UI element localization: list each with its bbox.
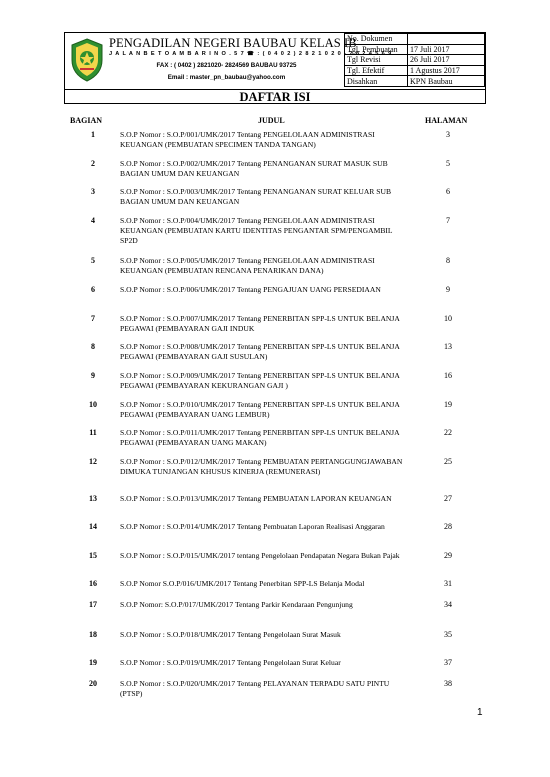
court-name: PENGADILAN NEGERI BAUBAU KELAS IB bbox=[109, 36, 357, 50]
meta-row bbox=[345, 34, 485, 45]
toc-row-title: S.O.P Nomor : S.O.P/008/UMK/2017 Tentang PENERBITAN SPP-LS UNTUK BELANJA PEGAWAI (PEMBAYARAN GAJI SUSULAN) bbox=[120, 342, 400, 361]
court-emblem-icon bbox=[70, 38, 104, 82]
toc-row-page: 22 bbox=[444, 428, 452, 437]
toc-row-title: S.O.P Nomor : S.O.P/006/UMK/2017 Tentang PENGAJUAN UANG PERSEDIAAN bbox=[120, 285, 381, 294]
court-email: Email : master_pn_baubau@yahoo.com bbox=[167, 74, 286, 81]
toc-row-title: S.O.P Nomor : S.O.P/007/UMK/2017 Tentang PENERBITAN SPP-LS UNTUK BELANJA PEGAWAI (PEMBAYARAN GAJI INDUK bbox=[120, 314, 400, 333]
toc-row-number: 3 bbox=[91, 187, 95, 196]
meta-value: KPN Baubau bbox=[408, 76, 485, 87]
toc-row-title: S.O.P Nomor: S.O.P/017/UMK/2017 Tentang Parkir Kendaraan Pengunjung bbox=[120, 600, 353, 609]
toc-row-page: 31 bbox=[444, 579, 452, 588]
meta-key: Tgl Revisi bbox=[345, 55, 408, 66]
toc-row-page: 6 bbox=[446, 187, 450, 196]
toc-row-number: 9 bbox=[91, 371, 95, 380]
toc-row-page: 9 bbox=[446, 285, 450, 294]
column-header-bagian: BAGIAN bbox=[70, 116, 103, 125]
toc-row-title: S.O.P Nomor : S.O.P/012/UMK/2017 Tentang PEMBUATAN PERTANGGUNGJAWABAN DIMUKA TUNJANGAN KHUSUS KINERJA (REMUNERASI) bbox=[120, 457, 403, 476]
toc-row-page: 38 bbox=[444, 679, 452, 688]
toc-row-page: 34 bbox=[444, 600, 452, 609]
toc-row-page: 19 bbox=[444, 400, 452, 409]
toc-row-page: 16 bbox=[444, 371, 452, 380]
toc-row-page: 5 bbox=[446, 159, 450, 168]
toc-row-number: 16 bbox=[89, 579, 97, 588]
toc-row-title: S.O.P Nomor : S.O.P/019/UMK/2017 Tentang Pengelolaan Surat Keluar bbox=[120, 658, 341, 667]
column-header-halaman: HALAMAN bbox=[425, 116, 468, 125]
toc-row-number: 17 bbox=[89, 600, 97, 609]
toc-row-number: 12 bbox=[89, 457, 97, 466]
toc-row-title: S.O.P Nomor : S.O.P/020/UMK/2017 Tentang PELAYANAN TERPADU SATU PINTU (PTSP) bbox=[120, 679, 390, 698]
toc-row-page: 7 bbox=[446, 216, 450, 225]
toc-row-page: 3 bbox=[446, 130, 450, 139]
toc-row-number: 4 bbox=[91, 216, 95, 225]
meta-row bbox=[345, 44, 485, 55]
toc-row-title: S.O.P Nomor : S.O.P/015/UMK/2017 tentang Pengelolaan Pendapatan Negara Bukan Pajak bbox=[120, 551, 400, 560]
toc-row-page: 29 bbox=[444, 551, 452, 560]
toc-row-title: S.O.P Nomor : S.O.P/013/UMK/2017 Tentang PEMBUATAN LAPORAN KEUANGAN bbox=[120, 494, 392, 503]
meta-key: Tgl. Efektif bbox=[345, 65, 408, 76]
meta-value: 26 Juli 2017 bbox=[408, 55, 485, 66]
toc-row-number: 15 bbox=[89, 551, 97, 560]
meta-row bbox=[345, 55, 485, 66]
toc-row-title: S.O.P Nomor : S.O.P/002/UMK/2017 Tentang PENANGANAN SURAT MASUK SUB BAGIAN UMUM DAN KEUANGAN bbox=[120, 159, 388, 178]
toc-row-page: 13 bbox=[444, 342, 452, 351]
toc-row-title: S.O.P Nomor : S.O.P/018/UMK/2017 Tentang Pengelolaan Surat Masuk bbox=[120, 630, 341, 639]
toc-row-page: 25 bbox=[444, 457, 452, 466]
toc-row-number: 18 bbox=[89, 630, 97, 639]
column-header-judul: JUDUL bbox=[258, 116, 285, 125]
court-address: J A L A N B E T O A M B A R I N O . 5 7 ☎ : ( 0 4 0 2 ) 2 8 2 1 0 2 0 - 2 8 2 4 5 6 9 bbox=[109, 51, 393, 57]
toc-row-page: 35 bbox=[444, 630, 452, 639]
toc-row-number: 11 bbox=[89, 428, 97, 437]
meta-row bbox=[345, 76, 485, 87]
toc-row-number: 7 bbox=[91, 314, 95, 323]
toc-row-title: S.O.P Nomor : S.O.P/001/UMK/2017 Tentang PENGELOLAAN ADMINISTRASI KEUANGAN (PEMBUATAN SPECIMEN TANDA TANGAN) bbox=[120, 130, 375, 149]
toc-row-title: S.O.P Nomor : S.O.P/005/UMK/2017 Tentang PENGELOLAAN ADMINISTRASI KEUANGAN (PEMBUATAN RENCANA PENARIKAN DANA) bbox=[120, 256, 375, 275]
toc-row-number: 14 bbox=[89, 522, 97, 531]
toc-row-page: 8 bbox=[446, 256, 450, 265]
toc-row-title: S.O.P Nomor : S.O.P/014/UMK/2017 Tentang Pembuatan Laporan Realisasi Anggaran bbox=[120, 522, 385, 531]
meta-key: No. Dokumen bbox=[345, 34, 408, 45]
toc-row-title: S.O.P Nomor : S.O.P/004/UMK/2017 Tentang PENGELOLAAN ADMINISTRASI KEUANGAN (PEMBUATAN KARTU IDENTITAS PENGANTAR SPM/PENGAMBIL SP2D bbox=[120, 216, 393, 245]
toc-row-page: 27 bbox=[444, 494, 452, 503]
toc-row-page: 28 bbox=[444, 522, 452, 531]
toc-row-page: 10 bbox=[444, 314, 452, 323]
meta-value: 17 Juli 2017 bbox=[408, 44, 485, 55]
toc-row-title: S.O.P Nomor : S.O.P/003/UMK/2017 Tentang PENANGANAN SURAT KELUAR SUB BAGIAN UMUM DAN KEUANGAN bbox=[120, 187, 392, 206]
document-title: DAFTAR ISI bbox=[65, 89, 485, 103]
toc-row-number: 5 bbox=[91, 256, 95, 265]
court-fax: FAX : ( 0402 ) 2821020- 2824569 BAUBAU 93725 bbox=[156, 62, 297, 69]
meta-key: Tgl. Pembuatan bbox=[345, 44, 408, 55]
meta-key: Disahkan bbox=[345, 76, 408, 87]
meta-row bbox=[345, 65, 485, 76]
toc-row-number: 1 bbox=[91, 130, 95, 139]
page-number: 1 bbox=[477, 707, 483, 718]
toc-row-title: S.O.P Nomor : S.O.P/009/UMK/2017 Tentang PENERBITAN SPP-LS UNTUK BELANJA PEGAWAI (PEMBAYARAN KEKURANGAN GAJI ) bbox=[120, 371, 400, 390]
toc-row-title: S.O.P Nomor S.O.P/016/UMK/2017 Tentang Penerbitan SPP-LS Belanja Modal bbox=[120, 579, 365, 588]
toc-row-number: 19 bbox=[89, 658, 97, 667]
document-header bbox=[64, 32, 486, 104]
document-meta-table bbox=[344, 33, 485, 87]
toc-row-page: 37 bbox=[444, 658, 452, 667]
meta-value bbox=[408, 34, 485, 45]
toc-row-number: 6 bbox=[91, 285, 95, 294]
toc-row-number: 20 bbox=[89, 679, 97, 688]
toc-row-title: S.O.P Nomor : S.O.P/011/UMK/2017 Tentang PENERBITAN SPP-LS UNTUK BELANJA PEGAWAI (PEMBAYARAN UANG MAKAN) bbox=[120, 428, 400, 447]
toc-row-number: 8 bbox=[91, 342, 95, 351]
toc-row-number: 10 bbox=[89, 400, 97, 409]
meta-value: 1 Agustus 2017 bbox=[408, 65, 485, 76]
toc-row-number: 2 bbox=[91, 159, 95, 168]
toc-row-title: S.O.P Nomor : S.O.P/010/UMK/2017 Tentang PENERBITAN SPP-LS UNTUK BELANJA PEGAWAI (PEMBAYARAN UANG LEMBUR) bbox=[120, 400, 400, 419]
toc-row-number: 13 bbox=[89, 494, 97, 503]
